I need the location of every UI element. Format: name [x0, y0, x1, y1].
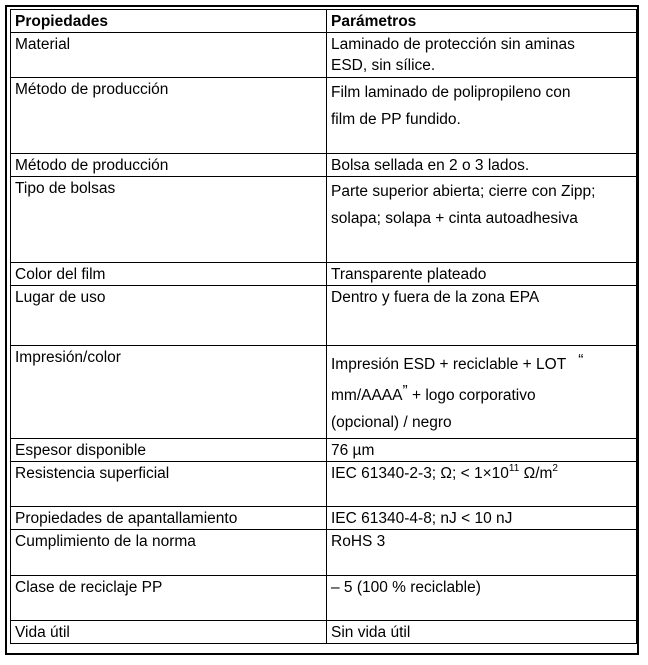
table-row	[11, 33, 637, 78]
parameter-cell	[327, 462, 637, 507]
table-row	[11, 78, 637, 154]
parameter-line: film de PP fundido.	[331, 111, 461, 128]
table-row	[11, 576, 637, 621]
table-row	[11, 530, 637, 576]
parameter-text: IEC 61340-2-3; Ω; < 1×10	[331, 465, 509, 482]
parameter-cell: 76 µm	[327, 439, 637, 462]
parameter-cell	[327, 78, 637, 154]
property-cell: Espesor disponible	[11, 439, 327, 462]
table-row	[11, 621, 637, 644]
property-cell: Clase de reciclaje PP	[11, 576, 327, 621]
parameter-cell	[327, 177, 637, 263]
header-properties: Propiedades	[11, 10, 327, 33]
parameter-line: Impresión ESD + reciclable + LOT	[331, 356, 567, 373]
exponent: 2	[552, 463, 558, 474]
parameter-line: Film laminado de polipropileno con	[331, 84, 571, 101]
parameter-cell: Transparente plateado	[327, 263, 637, 286]
parameter-line: solapa; solapa + cinta autoadhesiva	[331, 210, 578, 227]
header-parameters: Parámetros	[327, 10, 637, 33]
property-cell: Material	[11, 33, 327, 78]
properties-table	[10, 9, 637, 644]
table-row	[11, 507, 637, 530]
parameter-cell: Dentro y fuera de la zona EPA	[327, 286, 637, 346]
table-row	[11, 462, 637, 507]
table-row	[11, 439, 637, 462]
parameter-cell: Sin vida útil	[327, 621, 637, 644]
table-row	[11, 346, 637, 439]
parameter-text: Ω/m	[519, 465, 553, 482]
parameter-cell	[327, 33, 637, 78]
parameter-cell: Bolsa sellada en 2 o 3 lados.	[327, 154, 637, 177]
property-cell: Método de producción	[11, 154, 327, 177]
property-cell: Vida útil	[11, 621, 327, 644]
parameter-line: ESD, sin sílice.	[331, 57, 436, 74]
property-cell: Lugar de uso	[11, 286, 327, 346]
table-row	[11, 177, 637, 263]
parameter-line: Laminado de protección sin aminas	[331, 36, 575, 53]
parameter-cell: RoHS 3	[327, 530, 637, 576]
parameter-line: + logo corporativo	[407, 387, 536, 404]
property-cell: Color del film	[11, 263, 327, 286]
parameter-line: mm/AAAA	[331, 387, 403, 404]
parameter-cell	[327, 346, 637, 439]
table-row	[11, 154, 637, 177]
parameter-line: Parte superior abierta; cierre con Zipp;	[331, 183, 596, 200]
table-row	[11, 286, 637, 346]
property-cell: Resistencia superficial	[11, 462, 327, 507]
property-cell: Cumplimiento de la norma	[11, 530, 327, 576]
parameter-cell: IEC 61340-4-8; nJ < 10 nJ	[327, 507, 637, 530]
property-cell: Propiedades de apantallamiento	[11, 507, 327, 530]
open-quote: “	[578, 352, 584, 369]
parameter-line: (opcional) / negro	[331, 414, 452, 431]
exponent: 11	[508, 463, 520, 474]
parameter-cell: – 5 (100 % reciclable)	[327, 576, 637, 621]
property-cell: Método de producción	[11, 78, 327, 154]
table-row	[11, 263, 637, 286]
table-header-row	[11, 10, 637, 33]
property-cell: Impresión/color	[11, 346, 327, 439]
property-cell: Tipo de bolsas	[11, 177, 327, 263]
close-quote: ”	[402, 383, 408, 400]
